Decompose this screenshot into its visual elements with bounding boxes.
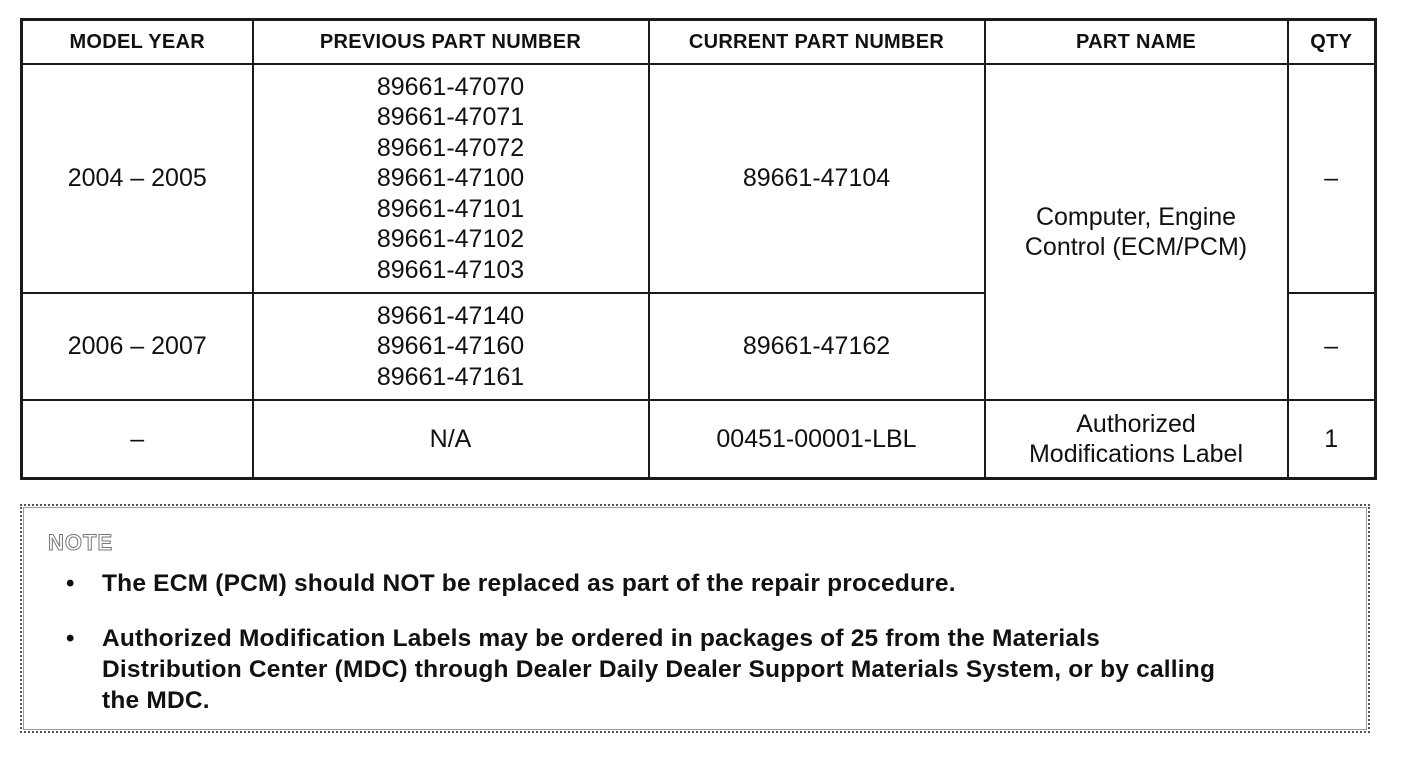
parts-table bbox=[20, 18, 1377, 480]
table-row bbox=[22, 400, 1376, 479]
header-model-year: MODEL YEAR bbox=[22, 20, 253, 65]
qty-cell: 1 bbox=[1288, 400, 1376, 479]
note-item bbox=[22, 568, 1352, 599]
table-header-row bbox=[22, 20, 1376, 65]
bullet-icon: • bbox=[66, 570, 75, 597]
header-part-name: PART NAME bbox=[985, 20, 1288, 65]
header-current-part-number: CURRENT PART NUMBER bbox=[649, 20, 985, 65]
previous-part-number: 89661-47161 bbox=[376, 362, 525, 391]
part-name-line: Modifications Label bbox=[1028, 440, 1243, 468]
note-text-line: Authorized Modification Labels may be ordered in packages of 25 from the Materials bbox=[102, 625, 1100, 652]
previous-part-number-cell bbox=[253, 64, 649, 293]
previous-part-number: 89661-47140 bbox=[376, 301, 525, 330]
previous-part-number: 89661-47102 bbox=[376, 225, 525, 254]
note-item bbox=[22, 623, 1352, 716]
note-label: NOTE bbox=[48, 530, 114, 555]
note-text-line: the MDC. bbox=[102, 687, 210, 714]
table-row bbox=[22, 64, 1376, 293]
model-year-cell: – bbox=[22, 400, 253, 479]
previous-part-number-cell bbox=[253, 293, 649, 400]
model-year-cell: 2006 – 2007 bbox=[22, 293, 253, 400]
qty-cell: – bbox=[1288, 64, 1376, 293]
model-year-cell: 2004 – 2005 bbox=[22, 64, 253, 293]
current-part-number-cell: 00451-00001-LBL bbox=[649, 400, 985, 479]
header-qty: QTY bbox=[1288, 20, 1376, 65]
header-previous-part-number: PREVIOUS PART NUMBER bbox=[253, 20, 649, 65]
current-part-number-cell: 89661-47104 bbox=[649, 64, 985, 293]
previous-part-number: 89661-47072 bbox=[376, 133, 525, 162]
note-list bbox=[22, 568, 1352, 740]
part-name-line: Computer, Engine bbox=[1035, 202, 1237, 231]
part-name-cell bbox=[985, 400, 1288, 479]
qty-cell: – bbox=[1288, 293, 1376, 400]
previous-part-number: 89661-47100 bbox=[376, 164, 525, 193]
note-text-line: The ECM (PCM) should NOT be replaced as part of the repair procedure. bbox=[102, 570, 956, 597]
note-text-line: Distribution Center (MDC) through Dealer Daily Dealer Support Materials System, or by calling bbox=[102, 656, 1216, 683]
previous-part-number: 89661-47160 bbox=[376, 332, 525, 361]
previous-part-number: 89661-47101 bbox=[376, 194, 525, 223]
current-part-number-cell: 89661-47162 bbox=[649, 293, 985, 400]
bullet-icon: • bbox=[66, 625, 75, 652]
previous-part-number: 89661-47071 bbox=[376, 103, 525, 132]
part-name-line: Control (ECM/PCM) bbox=[1024, 233, 1248, 261]
previous-part-number: 89661-47070 bbox=[376, 72, 525, 101]
previous-part-number-cell: N/A bbox=[253, 400, 649, 479]
previous-part-number: 89661-47103 bbox=[376, 255, 525, 284]
note-box bbox=[20, 504, 1370, 733]
part-name-cell bbox=[985, 64, 1288, 400]
part-name-line: Authorized bbox=[1076, 409, 1196, 438]
